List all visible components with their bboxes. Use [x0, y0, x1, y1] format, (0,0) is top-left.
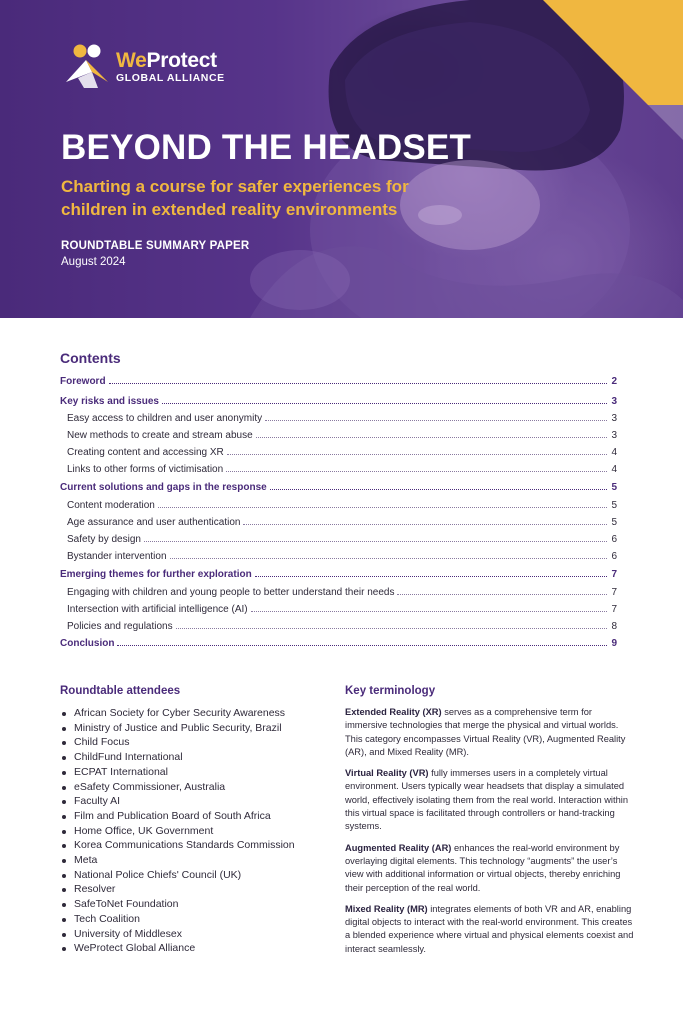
toc-entry-label: Content moderation	[67, 500, 155, 511]
toc-page-number: 8	[611, 621, 617, 632]
attendee-item: SafeToNet Foundation	[60, 897, 330, 912]
attendee-item: WeProtect Global Alliance	[60, 941, 330, 956]
attendee-item: Meta	[60, 853, 330, 868]
attendee-item: Ministry of Justice and Public Security, Brazil	[60, 721, 330, 736]
attendee-item: Home Office, UK Government	[60, 824, 330, 839]
publication-date: August 2024	[61, 256, 126, 268]
logo-subtitle: GLOBAL ALLIANCE	[116, 72, 225, 85]
attendee-item: ECPAT International	[60, 765, 330, 780]
toc-entry-label: Policies and regulations	[67, 621, 173, 632]
toc-entry[interactable]	[60, 517, 617, 529]
attendee-item: National Police Chiefs' Council (UK)	[60, 868, 330, 883]
toc-entry-label: Foreword	[60, 376, 106, 387]
attendees-list	[60, 706, 330, 956]
toc-leader-dots	[265, 420, 607, 421]
toc-page-number: 2	[611, 376, 617, 387]
toc-leader-dots	[176, 628, 608, 629]
term-text: fully immerses users in a completely virtual environment. Users typically wear headsets that display a simulated world, effectively isolating them from the real world. Interaction within this virtual space is facilitated through controllers or hand-tracking systems.	[345, 768, 628, 832]
toc-entry-label: Links to other forms of victimisation	[67, 464, 224, 475]
toc-leader-dots	[144, 541, 608, 542]
subtitle-line-1: Charting a course for safer experiences for	[61, 177, 409, 196]
toc-leader-dots	[397, 594, 607, 595]
term-definition	[345, 903, 635, 956]
toc-entry-label: Intersection with artificial intelligence (AI)	[67, 604, 248, 615]
attendee-item: Film and Publication Board of South Africa	[60, 809, 330, 824]
toc-page-number: 4	[611, 447, 617, 458]
toc-entry[interactable]	[60, 482, 617, 494]
toc-entry[interactable]	[60, 604, 617, 616]
toc-page-number: 7	[611, 604, 617, 615]
toc-leader-dots	[227, 454, 608, 455]
terminology-list	[345, 706, 635, 964]
toc-entry[interactable]	[60, 447, 617, 459]
term-definition	[345, 706, 635, 759]
toc-entry-label: Emerging themes for further exploration	[60, 569, 252, 580]
toc-page-number: 3	[611, 396, 617, 407]
term-name: Augmented Reality (AR)	[345, 842, 452, 853]
toc-entry[interactable]	[60, 430, 617, 442]
toc-entry[interactable]	[60, 413, 617, 425]
toc-leader-dots	[109, 383, 608, 384]
toc-leader-dots	[117, 645, 607, 646]
toc-page-number: 9	[611, 638, 617, 649]
attendee-item: University of Middlesex	[60, 927, 330, 942]
attendee-item: African Society for Cyber Security Awareness	[60, 706, 330, 721]
toc-entry-label: Engaging with children and young people to better understand their needs	[67, 587, 395, 598]
toc-entry[interactable]	[60, 464, 617, 476]
attendee-item: eSafety Commissioner, Australia	[60, 780, 330, 795]
toc-leader-dots	[256, 437, 608, 438]
term-definition	[345, 842, 635, 895]
toc-entry[interactable]	[60, 396, 617, 408]
toc-page-number: 5	[611, 517, 617, 528]
term-name: Virtual Reality (VR)	[345, 768, 429, 779]
terminology-heading: Key terminology	[345, 685, 436, 697]
toc-leader-dots	[170, 558, 608, 559]
toc-page-number: 5	[611, 482, 617, 493]
corner-accent	[543, 0, 683, 140]
toc-entry-label: Creating content and accessing XR	[67, 447, 224, 458]
logo-figures-icon	[64, 42, 112, 92]
toc-leader-dots	[270, 489, 608, 490]
toc-page-number: 3	[611, 430, 617, 441]
toc-page-number: 7	[611, 587, 617, 598]
toc-entry[interactable]	[60, 621, 617, 633]
attendee-item: Korea Communications Standards Commission	[60, 838, 330, 853]
attendee-item: Child Focus	[60, 735, 330, 750]
toc-leader-dots	[243, 524, 607, 525]
toc-page-number: 3	[611, 413, 617, 424]
toc-entry[interactable]	[60, 551, 617, 563]
toc-entry[interactable]	[60, 569, 617, 581]
toc-page-number: 5	[611, 500, 617, 511]
toc-page-number: 6	[611, 534, 617, 545]
toc-leader-dots	[226, 471, 607, 472]
toc-entry-label: Bystander intervention	[67, 551, 167, 562]
weprotect-logo[interactable]	[64, 42, 225, 92]
hero-banner	[0, 0, 683, 318]
term-text: enhances the real-world environment by overlaying digital elements. This technology “augments” the user’s view with additional information or virtual objects, thereby enriching their perception of the real world.	[345, 842, 621, 893]
attendee-item: Resolver	[60, 882, 330, 897]
page-subtitle	[61, 176, 481, 222]
toc-entry-label: Key risks and issues	[60, 396, 159, 407]
toc-entry-label: Easy access to children and user anonymity	[67, 413, 263, 424]
term-definition	[345, 767, 635, 833]
attendees-heading: Roundtable attendees	[60, 685, 181, 697]
toc-leader-dots	[158, 507, 608, 508]
attendee-item: Tech Coalition	[60, 912, 330, 927]
term-text: integrates elements of both VR and AR, enabling digital objects to interact with the real-world environment. This creates a blended experience where virtual and physical elements coexist and interact seamlessly.	[345, 903, 634, 954]
page-title: BEYOND THE HEADSET	[61, 128, 472, 167]
toc-entry-label: New methods to create and stream abuse	[67, 430, 253, 441]
toc-entry-label: Safety by design	[67, 534, 141, 545]
term-text: serves as a comprehensive term for immersive technologies that merge the physical and virtual worlds. This category encompasses Virtual Reality (VR), Augmented Reality (AR), and Mixed Reality (MR).	[345, 707, 626, 757]
term-name: Mixed Reality (MR)	[345, 903, 428, 914]
toc-leader-dots	[255, 576, 608, 577]
toc-entry-label: Age assurance and user authentication	[67, 517, 241, 528]
document-type: ROUNDTABLE SUMMARY PAPER	[61, 240, 250, 252]
toc-entry[interactable]	[60, 587, 617, 599]
toc-entry[interactable]	[60, 500, 617, 512]
toc-entry-label: Current solutions and gaps in the response	[60, 482, 267, 493]
attendee-item: Faculty AI	[60, 794, 330, 809]
toc-entry-label: Conclusion	[60, 638, 115, 649]
contents-heading: Contents	[60, 350, 121, 366]
term-name: Extended Reality (XR)	[345, 707, 442, 717]
toc-entry[interactable]	[60, 534, 617, 546]
toc-page-number: 4	[611, 464, 617, 475]
toc-page-number: 7	[611, 569, 617, 580]
subtitle-line-2: children in extended reality environments	[61, 199, 398, 219]
toc-entry[interactable]	[60, 638, 617, 650]
toc-page-number: 6	[611, 551, 617, 562]
toc-leader-dots	[162, 403, 607, 404]
attendee-item: ChildFund International	[60, 750, 330, 765]
toc-leader-dots	[251, 611, 608, 612]
logo-wordmark: WeProtect	[116, 49, 217, 73]
toc-entry[interactable]	[60, 376, 617, 388]
